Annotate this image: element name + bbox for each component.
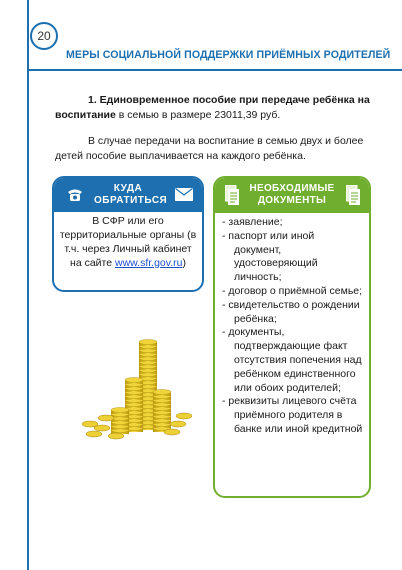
phone-icon	[66, 186, 84, 204]
documents-box-header	[215, 178, 369, 213]
contact-box-title	[94, 183, 168, 207]
multiple-children-text: В случае передачи на воспитание в семью двух и более детей пособие выплачивается на каждого ребёнка.	[55, 135, 364, 162]
mail-icon	[175, 188, 193, 201]
benefit-amount-text: в семью в размере 23011,39 руб.	[115, 108, 281, 121]
list-item: - паспорт или иной документ, удостоверяющий личность;	[222, 230, 364, 285]
documents-list	[222, 216, 364, 437]
page-title: МЕРЫ СОЦИАЛЬНОЙ ПОДДЕРЖКИ ПРИЁМНЫХ РОДИТЕЛЕЙ	[66, 49, 391, 61]
title-underline	[28, 69, 402, 71]
contact-box	[52, 176, 204, 292]
documents-title-line2: ДОКУМЕНТЫ	[257, 195, 327, 206]
paragraph-multiple-children	[55, 134, 380, 163]
contact-body-close: )	[182, 257, 186, 269]
documents-title-line1: НЕОБХОДИМЫЕ	[249, 183, 335, 194]
benefit-heading: 1. Единовременное пособие при передаче ребёнка на воспитание	[55, 94, 370, 121]
list-item: - документы, подтверждающие факт отсутствия попечения над ребёнком единственного или обоих родителей;	[222, 326, 364, 395]
contact-box-body	[58, 214, 198, 270]
contact-body-text: В СФР или его территориальные органы (в т.ч. через Личный кабинет на сайте	[59, 215, 197, 269]
document-icon	[225, 185, 239, 205]
list-item: - свидетельство о рождении ребёнка;	[222, 299, 364, 327]
documents-box	[213, 176, 371, 498]
coins-illustration	[76, 332, 194, 440]
list-item: - заявление;	[222, 216, 364, 230]
left-margin-line	[27, 0, 29, 570]
contact-title-line1: КУДА	[113, 183, 143, 194]
list-item: - договор о приёмной семье;	[222, 285, 364, 299]
document-icon	[346, 185, 360, 205]
page-number: 20	[30, 22, 58, 50]
sfr-website-link[interactable]: www.sfr.gov.ru	[114, 257, 183, 269]
documents-box-title	[245, 183, 339, 207]
contact-title-line2: ОБРАТИТЬСЯ	[94, 195, 168, 206]
contact-box-header	[54, 178, 202, 212]
list-item: - реквизиты лицевого счёта приёмного родителя в банке или иной кредитной	[222, 395, 364, 436]
paragraph-benefit	[55, 93, 380, 122]
